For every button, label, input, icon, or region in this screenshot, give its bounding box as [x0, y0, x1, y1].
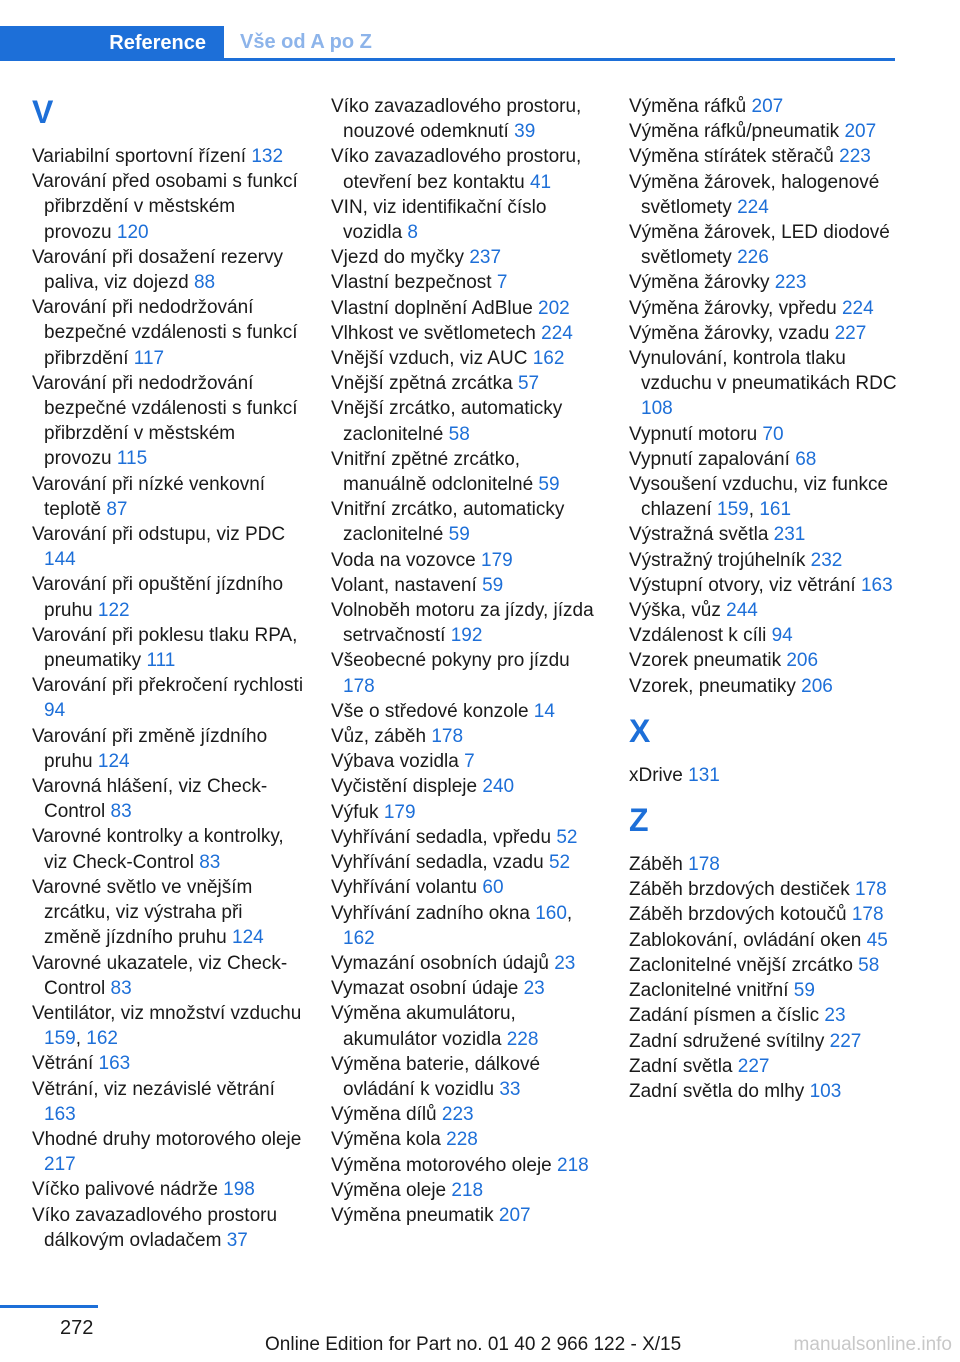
page-link[interactable]: 178: [855, 879, 887, 901]
entry-term: Vypnutí zapalování: [629, 448, 796, 470]
entry-term: Zablokování, ovládání oken: [629, 929, 867, 951]
page-link[interactable]: 52: [556, 826, 578, 848]
page-link[interactable]: 226: [737, 247, 769, 269]
entry-term: Varování při nízké venkovní teplotě: [32, 473, 266, 520]
index-entry: Ventilátor, viz množství vzduchu 159, 162: [32, 1002, 302, 1050]
index-entry: [629, 852, 901, 877]
page-link[interactable]: 7: [496, 272, 508, 294]
index-entry: [629, 573, 901, 598]
index-entry: [331, 724, 603, 749]
entry-term: Zaclonitelné vnější zrcátko: [629, 954, 859, 976]
page-link[interactable]: 59: [793, 980, 815, 1002]
index-entry: [32, 824, 304, 874]
section-letter: Z: [629, 802, 649, 839]
entry-term: Víčko palivové nádrže: [32, 1179, 224, 1201]
page-link[interactable]: 178: [851, 904, 884, 926]
entry-term: Volnoběh motoru za jízdy, jízda setrvačností: [331, 600, 594, 647]
index-entry: [32, 371, 304, 472]
index-entry: [629, 674, 901, 699]
page-link[interactable]: 58: [858, 954, 880, 976]
index-entry: [32, 1177, 304, 1202]
entry-term: Výměna pneumatik: [331, 1204, 499, 1226]
page-link[interactable]: 224: [541, 322, 573, 344]
index-entry: [629, 346, 901, 422]
index-entry: [32, 673, 304, 723]
entry-term: Vůz, záběh: [331, 726, 432, 748]
page-link[interactable]: 159: [717, 499, 749, 521]
page-link[interactable]: 240: [482, 776, 515, 798]
page-link[interactable]: 94: [771, 625, 793, 647]
index-entry: [629, 220, 901, 270]
entry-term: Víko zavazadlového prostoru, otevření bez kontaktu: [331, 146, 582, 193]
page-link[interactable]: 206: [801, 675, 833, 697]
entry-term: Vnější zpětná zrcátka: [331, 373, 518, 395]
index-entry: [331, 598, 603, 648]
entry-term: Výměna kola: [331, 1129, 447, 1151]
page-link[interactable]: 33: [499, 1078, 521, 1100]
page-link[interactable]: 179: [383, 801, 416, 823]
entry-term: Volant, nastavení: [331, 574, 483, 596]
page-link[interactable]: 202: [538, 297, 570, 319]
page-link[interactable]: 14: [533, 700, 555, 722]
entry-term: Varování při dosažení rezervy paliva, viz dojezd: [32, 246, 283, 294]
entry-term: Varování při odstupu, viz PDC: [32, 524, 286, 546]
section-letter: X: [629, 712, 651, 749]
entry-term: Zadní světla: [629, 1055, 738, 1077]
index-entry: [629, 522, 901, 547]
page-link[interactable]: 8: [407, 222, 418, 244]
page-link[interactable]: 223: [839, 146, 871, 168]
entry-term: Výměna žárovek, LED diodové světlomety: [629, 222, 890, 269]
entry-term: Vnější vzduch, viz AUC: [331, 348, 533, 370]
page-link[interactable]: 60: [482, 877, 504, 899]
page-link[interactable]: 88: [193, 272, 216, 294]
index-entry: [331, 749, 603, 774]
index-entry: [629, 447, 901, 472]
index-entry: [629, 623, 901, 648]
page-link[interactable]: 23: [523, 978, 545, 1000]
entry-term: Výstupní otvory, viz větrání: [629, 574, 861, 596]
page-link[interactable]: 237: [469, 247, 502, 269]
entry-term: Výměna stírátek stěračů: [629, 146, 840, 168]
page-link[interactable]: 206: [786, 650, 819, 672]
entry-term: Výměna žárovky, vzadu: [629, 322, 835, 344]
entry-term: Varování při opuštění jízdního pruhu: [32, 574, 284, 621]
index-entry: [331, 825, 603, 850]
index-entry: [331, 497, 603, 547]
page-link[interactable]: 178: [343, 675, 375, 697]
page-link[interactable]: 207: [498, 1204, 531, 1226]
entry-term: Zadání písmen a číslic: [629, 1005, 825, 1027]
index-column-1: [32, 94, 304, 1253]
page-link[interactable]: 223: [441, 1104, 474, 1126]
header-rule: [0, 58, 895, 61]
index-entry: [331, 195, 603, 245]
entry-term: Vysoušení vzduchu, viz funkce chlazení: [629, 474, 889, 521]
entry-term: Vhodné druhy motorového oleje: [32, 1128, 302, 1150]
entry-term: Vypnutí motoru: [629, 423, 763, 445]
entry-term: Varovné světlo ve vnějším zrcátku, viz výstraha při změně jízdního pruhu: [32, 876, 253, 949]
page-link[interactable]: 228: [506, 1028, 539, 1050]
index-entry: [32, 295, 304, 371]
entry-term: Varování při překročení rychlosti: [32, 675, 304, 697]
entry-term: Výstražný trojúhelník: [629, 549, 811, 571]
header-tabbar: [0, 26, 895, 62]
entry-term: Větrání, viz nezávislé větrání: [32, 1078, 275, 1100]
entry-term: Záběh brzdových kotoučů: [629, 904, 852, 926]
entry-term: Vnější zrcátko, automaticky zaclonitelné: [331, 398, 563, 445]
index-entry: [331, 1153, 603, 1178]
page-link[interactable]: 228: [446, 1129, 478, 1151]
entry-term: Variabilní sportovní řízení: [32, 146, 252, 167]
page-link[interactable]: 45: [866, 929, 888, 951]
page-link[interactable]: 59: [538, 474, 560, 496]
page-link[interactable]: 94: [44, 700, 66, 722]
page-link[interactable]: 232: [810, 549, 843, 571]
entry-term: Výměna motorového oleje: [331, 1154, 558, 1176]
index-entry: [629, 119, 901, 144]
entry-term: Vlastní doplnění AdBlue: [331, 297, 539, 319]
index-entry: [331, 648, 603, 698]
index-entry: [331, 1203, 603, 1228]
entry-term: Zadní sdružené svítilny: [629, 1030, 830, 1052]
index-entry: [32, 951, 304, 1001]
page-link[interactable]: 192: [450, 625, 483, 647]
entry-term: Zaclonitelné vnitřní: [629, 980, 794, 1002]
index-entry: [629, 1054, 901, 1079]
index-entry: [32, 1051, 304, 1076]
index-entry: [32, 1127, 304, 1177]
index-entry: [331, 321, 603, 346]
page-link[interactable]: 41: [529, 171, 552, 193]
entry-term: Výměna akumulátoru, akumulátor vozidla: [331, 1003, 516, 1050]
page-link[interactable]: 103: [809, 1080, 842, 1102]
index-entry: [629, 1029, 901, 1054]
entry-term: Vlastní bezpečnost: [331, 272, 497, 294]
index-entry: [629, 94, 901, 119]
index-entry: [32, 472, 304, 522]
entry-term: Výška, vůz: [629, 600, 727, 622]
page-link[interactable]: 108: [641, 398, 673, 420]
index-entry: [629, 422, 901, 447]
page-link[interactable]: 227: [737, 1055, 770, 1077]
index-entry: [331, 573, 603, 598]
page-link[interactable]: 160: [535, 902, 567, 924]
index-entry: [629, 877, 901, 902]
entry-term: Vyhřívání sedadla, vzadu: [331, 852, 549, 874]
index-entry: Vyhřívání zadního okna 160, 162: [331, 902, 573, 949]
page-link[interactable]: 223: [774, 272, 807, 294]
entry-term: Vyhřívání volantu: [331, 877, 483, 899]
index-entry: [331, 396, 603, 446]
page-link[interactable]: 227: [834, 322, 867, 344]
entry-term: Vymazat osobní údaje: [331, 978, 524, 1000]
page-link[interactable]: 218: [557, 1154, 589, 1176]
entry-term: Zadní světla do mlhy: [629, 1080, 810, 1102]
page-link[interactable]: 83: [110, 801, 132, 823]
entry-term: Vynulování, kontrola tlaku vzduchu v pneumatikách RDC: [629, 348, 897, 395]
entry-term: Varování před osobami s funkcí přibrzdění v městském provozu: [32, 171, 298, 243]
entry-term: Výfuk: [331, 801, 384, 823]
index-entry: [331, 94, 603, 144]
index-entry: [331, 270, 603, 295]
entry-term: Výbava vozidla: [331, 751, 465, 773]
page-link[interactable]: 178: [431, 726, 464, 748]
entry-term: Varovné ukazatele, viz Check-Control: [32, 952, 288, 999]
page-link[interactable]: 163: [860, 574, 893, 596]
index-entry: [331, 774, 603, 799]
page-link[interactable]: 162: [532, 348, 565, 370]
page-link[interactable]: 162: [343, 927, 375, 949]
index-entry: [331, 1178, 603, 1203]
index-entry: [331, 447, 603, 497]
entry-term: Výměna baterie, dálkové ovládání k vozidlu: [331, 1053, 541, 1100]
page-link[interactable]: 7: [464, 751, 475, 773]
page-link[interactable]: 144: [44, 549, 76, 571]
entry-term: Vnitřní zpětné zrcátko, manuálně odclonitelné: [331, 448, 539, 496]
entry-term: Výstražná světla: [629, 524, 774, 546]
index-entry: [331, 371, 603, 396]
page-link[interactable]: 83: [199, 851, 221, 873]
index-entry: [331, 1052, 603, 1102]
index-entry: [331, 346, 603, 371]
index-entry: [629, 170, 901, 220]
entry-term: Varování při změně jízdního pruhu: [32, 725, 268, 772]
page-link[interactable]: 163: [98, 1053, 131, 1075]
page-link[interactable]: 57: [517, 373, 540, 395]
entry-term: Vyhřívání zadního okna: [331, 902, 536, 924]
index-entry: [331, 875, 603, 900]
page-link[interactable]: 224: [841, 297, 874, 319]
index-entry: [629, 296, 901, 321]
index-entry: [331, 976, 603, 1001]
entry-term: Varování při nedodržování bezpečné vzdálenosti s funkcí přibrzdění v městském provozu: [32, 372, 298, 470]
page-link[interactable]: 58: [448, 423, 470, 445]
page-link[interactable]: 120: [116, 221, 149, 243]
index-column-3: [629, 94, 901, 1104]
entry-term: Vlhkost ve světlometech: [331, 322, 542, 344]
index-entry: [32, 623, 304, 673]
page-link[interactable]: 179: [481, 549, 513, 571]
index-entry: [629, 928, 901, 953]
entry-term: Vzorek, pneumatiky: [629, 675, 802, 697]
entry-term: Záběh: [629, 854, 689, 876]
page-link[interactable]: 178: [688, 854, 720, 876]
entry-term: Voda na vozovce: [331, 549, 481, 571]
entry-term: Vzorek pneumatik: [629, 650, 787, 672]
entry-term: Vše o středové konzole: [331, 700, 534, 722]
index-entry: [331, 296, 603, 321]
entry-term: Varovné kontrolky a kontrolky, viz Check-Control: [32, 826, 284, 873]
entry-term: Všeobecné pokyny pro jízdu: [331, 650, 570, 672]
page-link[interactable]: 70: [762, 423, 784, 445]
index-entry: [331, 1127, 603, 1152]
page-link[interactable]: 207: [844, 121, 877, 143]
entry-term: Víko zavazadlového prostoru dálkovým ovladačem: [32, 1204, 278, 1251]
page-link[interactable]: 224: [737, 196, 769, 218]
entry-term: Vzdálenost k cíli: [629, 625, 772, 647]
entry-term: Varovná hlášení, viz Check-Control: [32, 776, 268, 823]
index-entry: Vysoušení vzduchu, viz funkce chlazení 159, 161: [629, 474, 889, 521]
edition-text: Online Edition for Part no. 01 40 2 966 122 - X/15: [265, 1334, 682, 1355]
index-entry: [32, 144, 304, 169]
entry-term: xDrive: [629, 764, 689, 786]
page-link[interactable]: 159: [44, 1028, 76, 1050]
index-entry: [331, 850, 603, 875]
index-entry: [629, 953, 901, 978]
page-link[interactable]: 59: [448, 524, 470, 546]
entry-term: Výměna dílů: [331, 1104, 442, 1126]
index-entry: [629, 270, 901, 295]
entry-term: Výměna oleje: [331, 1179, 452, 1201]
tab-vse-od-a-po-z[interactable]: Vše od A po Z: [240, 30, 372, 53]
index-entry: [32, 169, 304, 245]
index-entry: [629, 763, 901, 788]
page-link[interactable]: 23: [824, 1005, 846, 1027]
page-link[interactable]: 227: [829, 1030, 862, 1052]
index-entry: [331, 1001, 603, 1051]
index-column-2: [331, 94, 603, 1228]
index-entry: [331, 548, 603, 573]
index-entry: [32, 1203, 304, 1253]
index-entry: [629, 648, 901, 673]
entry-term: VIN, viz identifikační číslo vozidla: [331, 196, 547, 244]
page-link[interactable]: 161: [759, 499, 792, 521]
index-entry: [32, 572, 304, 622]
entry-term: Výměna žárovky, vpředu: [629, 297, 842, 319]
entry-term: Výměna ráfků/pneumatik: [629, 121, 845, 143]
page-link[interactable]: 217: [44, 1154, 76, 1176]
tab-reference[interactable]: Reference: [0, 26, 224, 61]
index-entry: [32, 245, 304, 295]
index-entry: [629, 548, 901, 573]
entry-term: Víko zavazadlového prostoru, nouzové odemknutí: [331, 96, 582, 143]
page-link[interactable]: 37: [226, 1229, 248, 1251]
page-number: 272: [60, 1317, 94, 1339]
entry-term: Výměna žárovek, halogenové světlomety: [629, 171, 880, 218]
entry-term: Ventilátor, viz množství vzduchu: [32, 1002, 302, 1024]
page-link[interactable]: 218: [451, 1179, 484, 1201]
index-entry: [629, 1079, 901, 1104]
index-entry: [32, 1077, 304, 1127]
index-entry: [331, 144, 603, 194]
entry-term: Varování při nedodržování bezpečné vzdálenosti s funkcí přibrzdění: [32, 297, 298, 369]
page-link[interactable]: 131: [688, 764, 720, 786]
index-entry: [331, 800, 603, 825]
page-link[interactable]: 124: [97, 750, 130, 772]
page-link[interactable]: 111: [146, 650, 176, 672]
page-link[interactable]: 59: [482, 574, 504, 596]
entry-term: Větrání: [32, 1053, 99, 1075]
entry-term: Vjezd do myčky: [331, 247, 470, 269]
entry-term: Výměna žárovky: [629, 272, 775, 294]
entry-term: Záběh brzdových destiček: [629, 879, 856, 901]
page-link[interactable]: 207: [751, 96, 784, 117]
index-entry: [331, 1102, 603, 1127]
index-entry: [629, 978, 901, 1003]
index-entry: [629, 144, 901, 169]
page-link[interactable]: 132: [251, 146, 284, 167]
page-link[interactable]: 198: [223, 1179, 255, 1201]
entry-term: Výměna ráfků: [629, 96, 752, 117]
index-entry: [32, 875, 304, 951]
entry-term: Vnitřní zrcátko, automaticky zaclonitelné: [331, 499, 565, 546]
index-entry: [629, 598, 901, 623]
page-link[interactable]: 244: [726, 600, 758, 622]
page-link[interactable]: 231: [773, 524, 806, 546]
page-link[interactable]: 52: [548, 852, 571, 874]
footer-rule: [0, 1305, 98, 1308]
page-link[interactable]: 117: [133, 347, 165, 369]
entry-term: Varování při poklesu tlaku RPA, pneumatiky: [32, 624, 298, 672]
page-link[interactable]: 68: [795, 448, 817, 470]
index-entry: [629, 902, 901, 927]
entry-term: Vyhřívání sedadla, vpředu: [331, 826, 557, 848]
page-link[interactable]: 87: [106, 498, 128, 520]
index-entry: [32, 724, 304, 774]
page-link[interactable]: 163: [44, 1103, 76, 1125]
index-entry: [331, 699, 603, 724]
index-entry: [331, 951, 603, 976]
watermark: manualsonline.info: [793, 1334, 952, 1355]
entry-term: Vyčistění displeje: [331, 776, 483, 798]
section-letter: V: [32, 94, 54, 130]
index-entry: [32, 522, 304, 572]
page-link[interactable]: 39: [514, 121, 536, 143]
page-link[interactable]: 83: [110, 977, 132, 999]
page-link[interactable]: 162: [86, 1028, 118, 1050]
index-entry: [629, 321, 901, 346]
index-entry: [331, 245, 603, 270]
page-link[interactable]: 23: [554, 952, 576, 974]
page-link[interactable]: 124: [232, 927, 264, 949]
index-entry: [629, 1003, 901, 1028]
index-entry: [32, 774, 304, 824]
page-link[interactable]: 122: [97, 599, 130, 621]
page-link[interactable]: 115: [116, 448, 148, 470]
entry-term: Vymazání osobních údajů: [331, 952, 555, 974]
